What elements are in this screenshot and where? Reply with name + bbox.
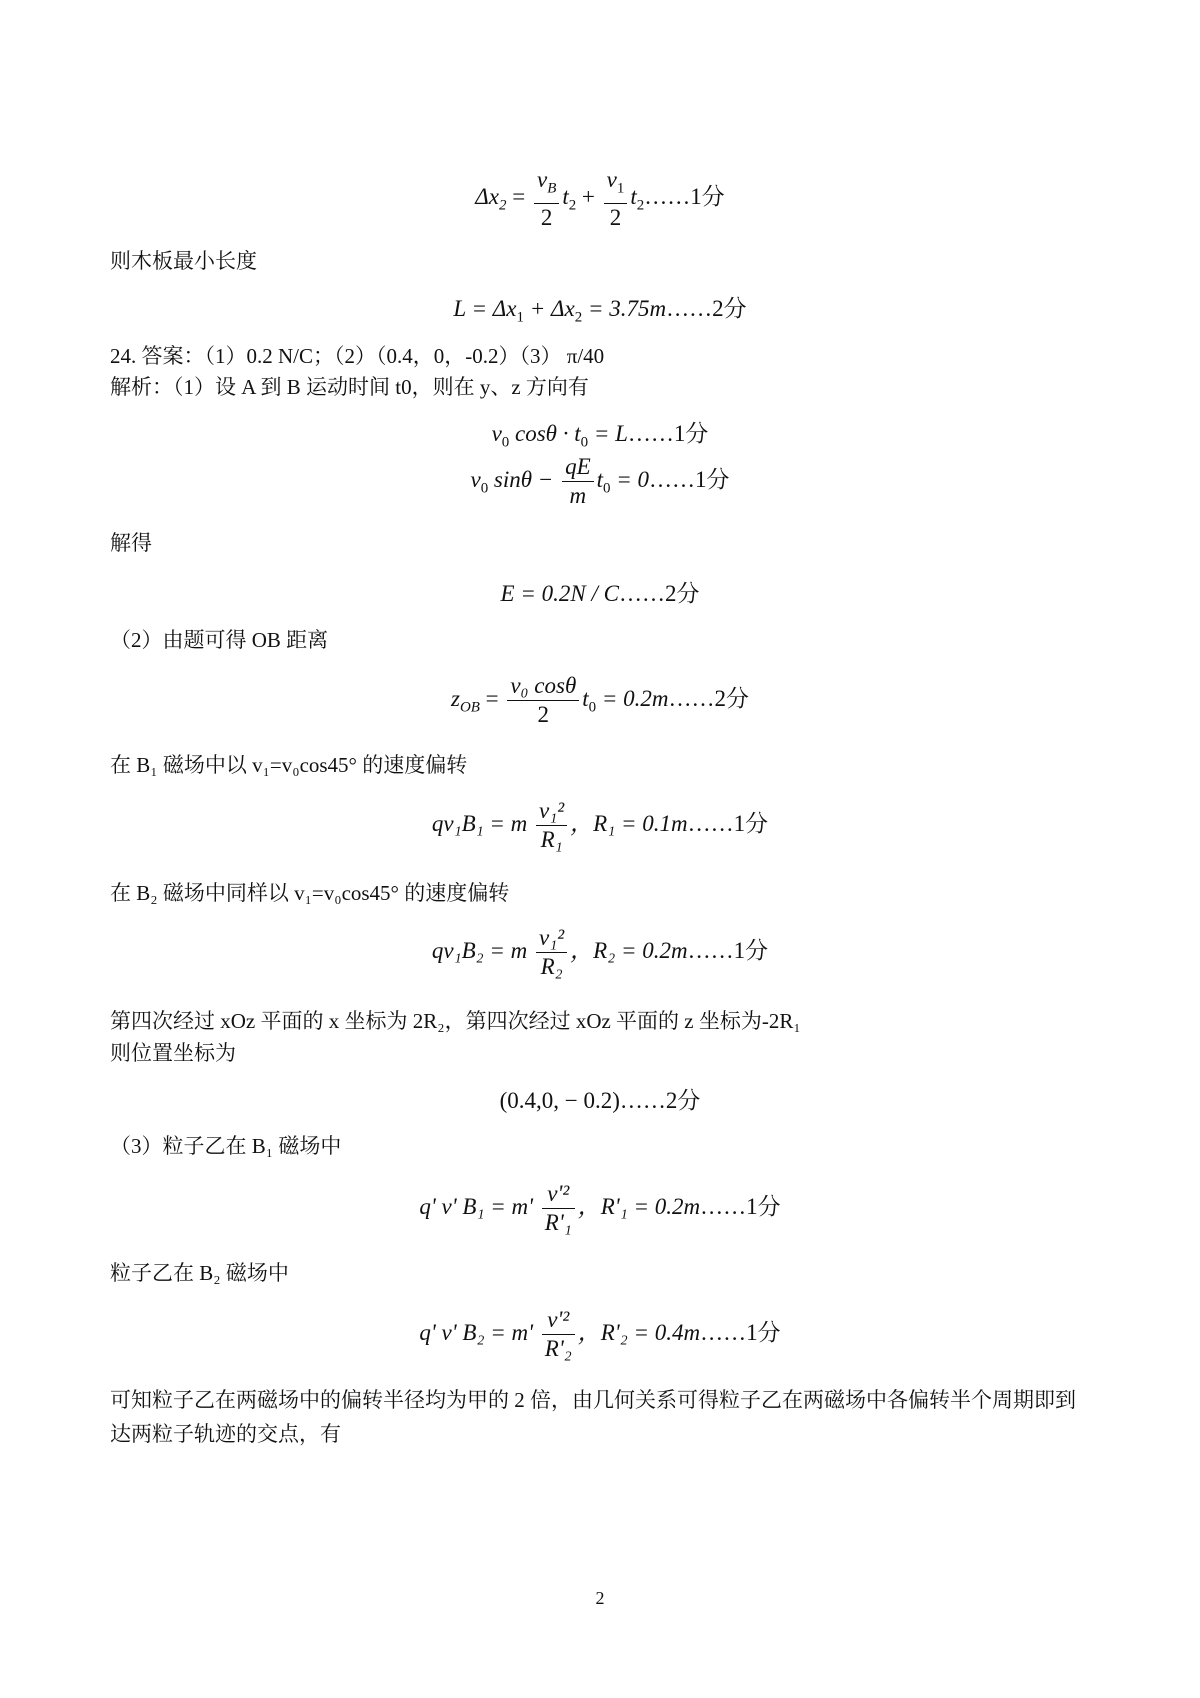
score: ……1分 — [687, 937, 769, 963]
fraction — [542, 1180, 575, 1237]
eq-text: v₁² — [536, 797, 567, 826]
eq-text: q' v' B₂ = m' — [419, 1319, 534, 1345]
text-conclusion-2: 达两粒子轨迹的交点，有 — [110, 1422, 341, 1446]
eq-sub: 0 — [603, 480, 611, 497]
text-fourth-pass: 第四次经过 xOz 平面的 x 坐标为 2R₂，第四次经过 xOz 平面的 z 坐标为-2R₁ — [110, 1009, 801, 1033]
eq-sub: OB — [459, 699, 480, 716]
fraction — [536, 924, 567, 981]
text-min-length: 则木板最小长度 — [110, 249, 257, 273]
text-part3: （3）粒子乙在 B₁ 磁场中 — [110, 1134, 342, 1158]
score: ……1分 — [649, 466, 730, 492]
equation-zOB: $z_{OB}$ = $\frac{\text{v₀ cosθ}}{2}$ $t_0$ = 0.2m……2分 — [450, 673, 750, 727]
eq-text: m — [569, 483, 587, 508]
eq-text: 2 — [540, 204, 553, 230]
fraction — [536, 797, 567, 854]
page-number: 2 — [595, 1588, 605, 1608]
eq-text: v — [536, 167, 548, 192]
eq-sub: 2 — [636, 197, 645, 214]
eq-text: t — [582, 685, 589, 711]
score: ……1分 — [687, 810, 769, 836]
equation-position — [0, 1082, 1200, 1115]
text-particle-B2: 粒子乙在 B₂ 磁场中 — [110, 1261, 289, 1285]
eq-text: + — [581, 184, 595, 210]
q24-answer: 24. 答案：（1）0.2 N/C；（2）（0.4，0，-0.2）（3） π/40 — [110, 344, 605, 368]
score: ……1分 — [700, 1193, 781, 1219]
equation-L — [0, 290, 1200, 327]
eq-text: v — [606, 167, 617, 192]
eq-text: 2 — [537, 702, 550, 727]
eq-text: qv₁B₁ = m — [431, 810, 528, 836]
eq-text: E = 0.2N / C — [500, 581, 619, 606]
eq-text: ，R₂ = 0.2m — [570, 937, 688, 963]
score: ……1分 — [644, 184, 725, 210]
text-position: 则位置坐标为 — [110, 1041, 236, 1065]
q24-analysis: 解析：（1）设 A 到 B 运动时间 t0，则在 y、z 方向有 — [110, 375, 589, 399]
text-part2: （2）由题可得 OB 距离 — [110, 628, 329, 652]
eq-text: v₁² — [536, 924, 567, 953]
score: ……2分 — [666, 296, 747, 321]
text-B1: 在 B₁ 磁场中以 v₁=v₀cos45° 的速度偏转 — [110, 753, 468, 777]
eq-text: Δx — [475, 184, 500, 210]
equation-sin — [0, 453, 1200, 510]
text-conclusion-1: 可知粒子乙在两磁场中的偏转半径均为甲的 2 倍，由几何关系可得粒子乙在两磁场中各偏转半个周期即到 — [110, 1388, 1076, 1412]
eq-text: v'² — [542, 1306, 575, 1335]
eq-text: R'₂ — [544, 1336, 572, 1361]
fraction — [534, 166, 559, 232]
eq-text: t — [596, 466, 604, 492]
eq-text: cosθ · t — [509, 421, 581, 446]
eq-text: t — [562, 184, 569, 210]
equation-cos — [0, 415, 1200, 452]
eq-text: ，R'₁ = 0.2m — [577, 1193, 701, 1219]
score: ……2分 — [668, 685, 750, 711]
eq-sub: 2 — [574, 309, 583, 326]
fraction — [604, 166, 628, 232]
equation-dx2: $\Delta x_2$ = $\frac{v_B}{2}$ $t_2$ + $\frac{v_1}{2}$ $t_2\dots\dots 1$分 — [475, 167, 725, 230]
eq-sub: 2 — [568, 197, 577, 214]
score: ……1分 — [700, 1319, 781, 1345]
eq-text: q' v' B₁ = m' — [419, 1193, 534, 1219]
eq-text: = L — [588, 421, 628, 446]
equation-R2-prime — [0, 1306, 1200, 1363]
fraction — [542, 1306, 575, 1363]
eq-text: = 3.75m — [582, 296, 667, 321]
eq-text: z — [450, 685, 460, 711]
text-B2: 在 B₂ 磁场中同样以 v₁=v₀cos45° 的速度偏转 — [110, 881, 510, 905]
equation-R1 — [0, 797, 1200, 854]
eq-text: + Δx — [523, 296, 575, 321]
eq-text: v — [491, 421, 502, 446]
eq-text: 2 — [609, 204, 622, 230]
eq-text: sinθ − — [488, 466, 560, 492]
eq-text: R₁ — [540, 827, 563, 852]
eq-text: R₂ — [540, 954, 563, 979]
eq-text: = 0 — [610, 466, 650, 492]
eq-text: R'₁ — [544, 1210, 572, 1235]
eq-text: qv₁B₂ = m — [431, 937, 528, 963]
eq-sub: 0 — [580, 434, 589, 451]
eq-text: qE — [562, 453, 594, 482]
text-solve: 解得 — [110, 531, 152, 555]
eq-text: ，R'₂ = 0.4m — [577, 1319, 701, 1345]
equation-R1-prime — [0, 1180, 1200, 1237]
equation-E — [0, 575, 1200, 608]
eq-sub: 2 — [499, 197, 507, 214]
fraction — [562, 453, 594, 510]
eq-sub: 0 — [588, 699, 597, 716]
score: ……2分 — [619, 1088, 701, 1113]
eq-sub: B — [547, 180, 557, 197]
fraction — [507, 672, 579, 729]
eq-text: (0.4,0, − 0.2) — [499, 1088, 620, 1113]
eq-text: = 0.2m — [596, 685, 669, 711]
equation-R2 — [0, 924, 1200, 981]
eq-text: ，R₁ = 0.1m — [570, 810, 688, 836]
score: ……1分 — [627, 421, 709, 446]
eq-text: v'² — [542, 1180, 575, 1209]
score: ……2分 — [618, 581, 700, 606]
eq-sub: 0 — [480, 480, 489, 497]
eq-text: L = Δx — [453, 296, 517, 321]
eq-sub: 1 — [616, 180, 625, 197]
eq-text: v₀ cosθ — [507, 672, 579, 701]
eq-text: t — [630, 184, 637, 210]
eq-text: v — [470, 466, 481, 492]
eq-sub: 1 — [516, 309, 524, 326]
eq-sub: 0 — [501, 434, 510, 451]
